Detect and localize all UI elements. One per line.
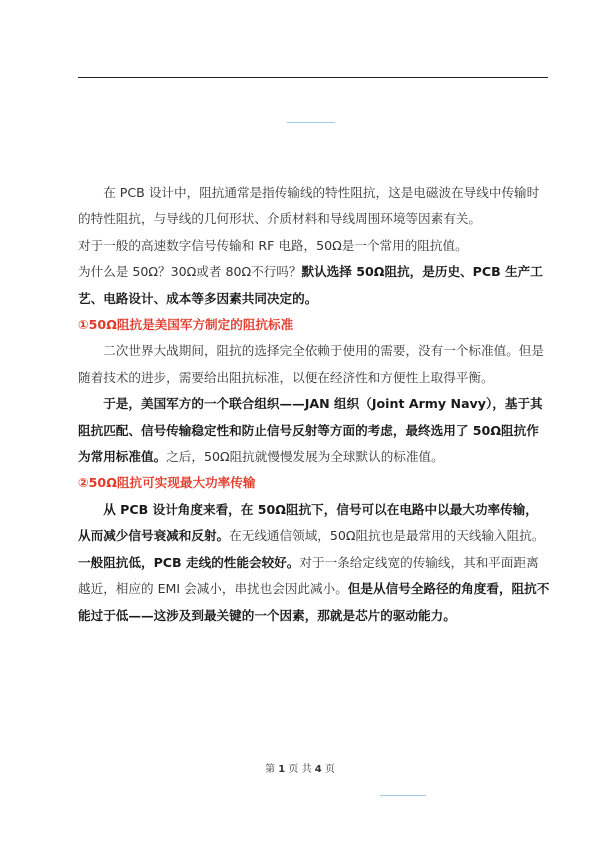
footer-accent-line xyxy=(380,795,426,796)
jan-bold: 于是，美国军方的一个联合组织——JAN 组织（Joint Army Navy），基于其阻抗匹配、信号传输稳定性和防止信号反射等方面的考虑，最终选用了 50Ω阻抗作为常用标准值。 xyxy=(78,396,543,465)
paragraph-low-impedance xyxy=(78,550,550,629)
jan-normal: 之后，50Ω阻抗就慢慢发展为全球默认的标准值。 xyxy=(166,449,444,465)
paragraph-max-power xyxy=(78,497,550,550)
page-footer xyxy=(0,760,600,775)
low-impedance-bold-2: 但是从信号全路径的角度看，阻抗不能过于低——这涉及到最关键的一个因素，那就是芯片的驱动能力。 xyxy=(78,581,550,623)
low-impedance-normal: 对于一条给定线宽的传输线，其和平面距离越近，相应的 EMI 会减小，串扰也会因此减小。 xyxy=(78,554,539,597)
document-body xyxy=(78,180,550,629)
footer-mid: 页 共 xyxy=(288,764,312,775)
paragraph-common-value: 对于一般的高速数字信号传输和 RF 电路，50Ω是一个常用的阻抗值。 xyxy=(78,237,468,253)
low-impedance-bold-1: 一般阻抗低，PCB 走线的性能会较好。 xyxy=(78,554,300,570)
max-power-bold: 从 PCB 设计角度来看，在 50Ω阻抗下，信号可以在电路中以最大功率传输，从而减少信号衰减和反射。 xyxy=(78,501,538,544)
section-heading-2: ②50Ω阻抗可实现最大功率传输 xyxy=(78,475,256,491)
paragraph-jan xyxy=(78,391,550,470)
section-heading-1: ①50Ω阻抗是美国军方制定的阻抗标准 xyxy=(78,317,294,333)
footer-total-pages: 4 xyxy=(314,764,322,775)
footer-page-number: 1 xyxy=(278,764,286,775)
why-answer: 默认选择 50Ω阻抗，是历史、PCB 生产工艺、电路设计、成本等多因素共同决定的。 xyxy=(78,264,543,306)
header-rule xyxy=(78,77,548,78)
header-accent-line xyxy=(287,122,335,123)
paragraph-intro: 在 PCB 设计中，阻抗通常是指传输线的特性阻抗，这是电磁波在导线中传输时的特性阻抗，与导线的几何形状、介质材料和导线周围环境等因素有关。 xyxy=(78,185,540,227)
footer-prefix: 第 xyxy=(265,764,276,775)
paragraph-wwii: 二次世界大战期间，阻抗的选择完全依赖于使用的需要，没有一个标准值。但是随着技术的进步，需要给出阻抗标准，以便在经济性和方便性上取得平衡。 xyxy=(78,343,544,385)
footer-suffix: 页 xyxy=(324,764,335,775)
max-power-normal: 在无线通信领域，50Ω阻抗也是最常用的天线输入阻抗。 xyxy=(229,528,545,544)
why-question: 为什么是 50Ω？30Ω或者 80Ω不行吗？ xyxy=(78,264,302,280)
paragraph-why-50 xyxy=(78,259,550,312)
